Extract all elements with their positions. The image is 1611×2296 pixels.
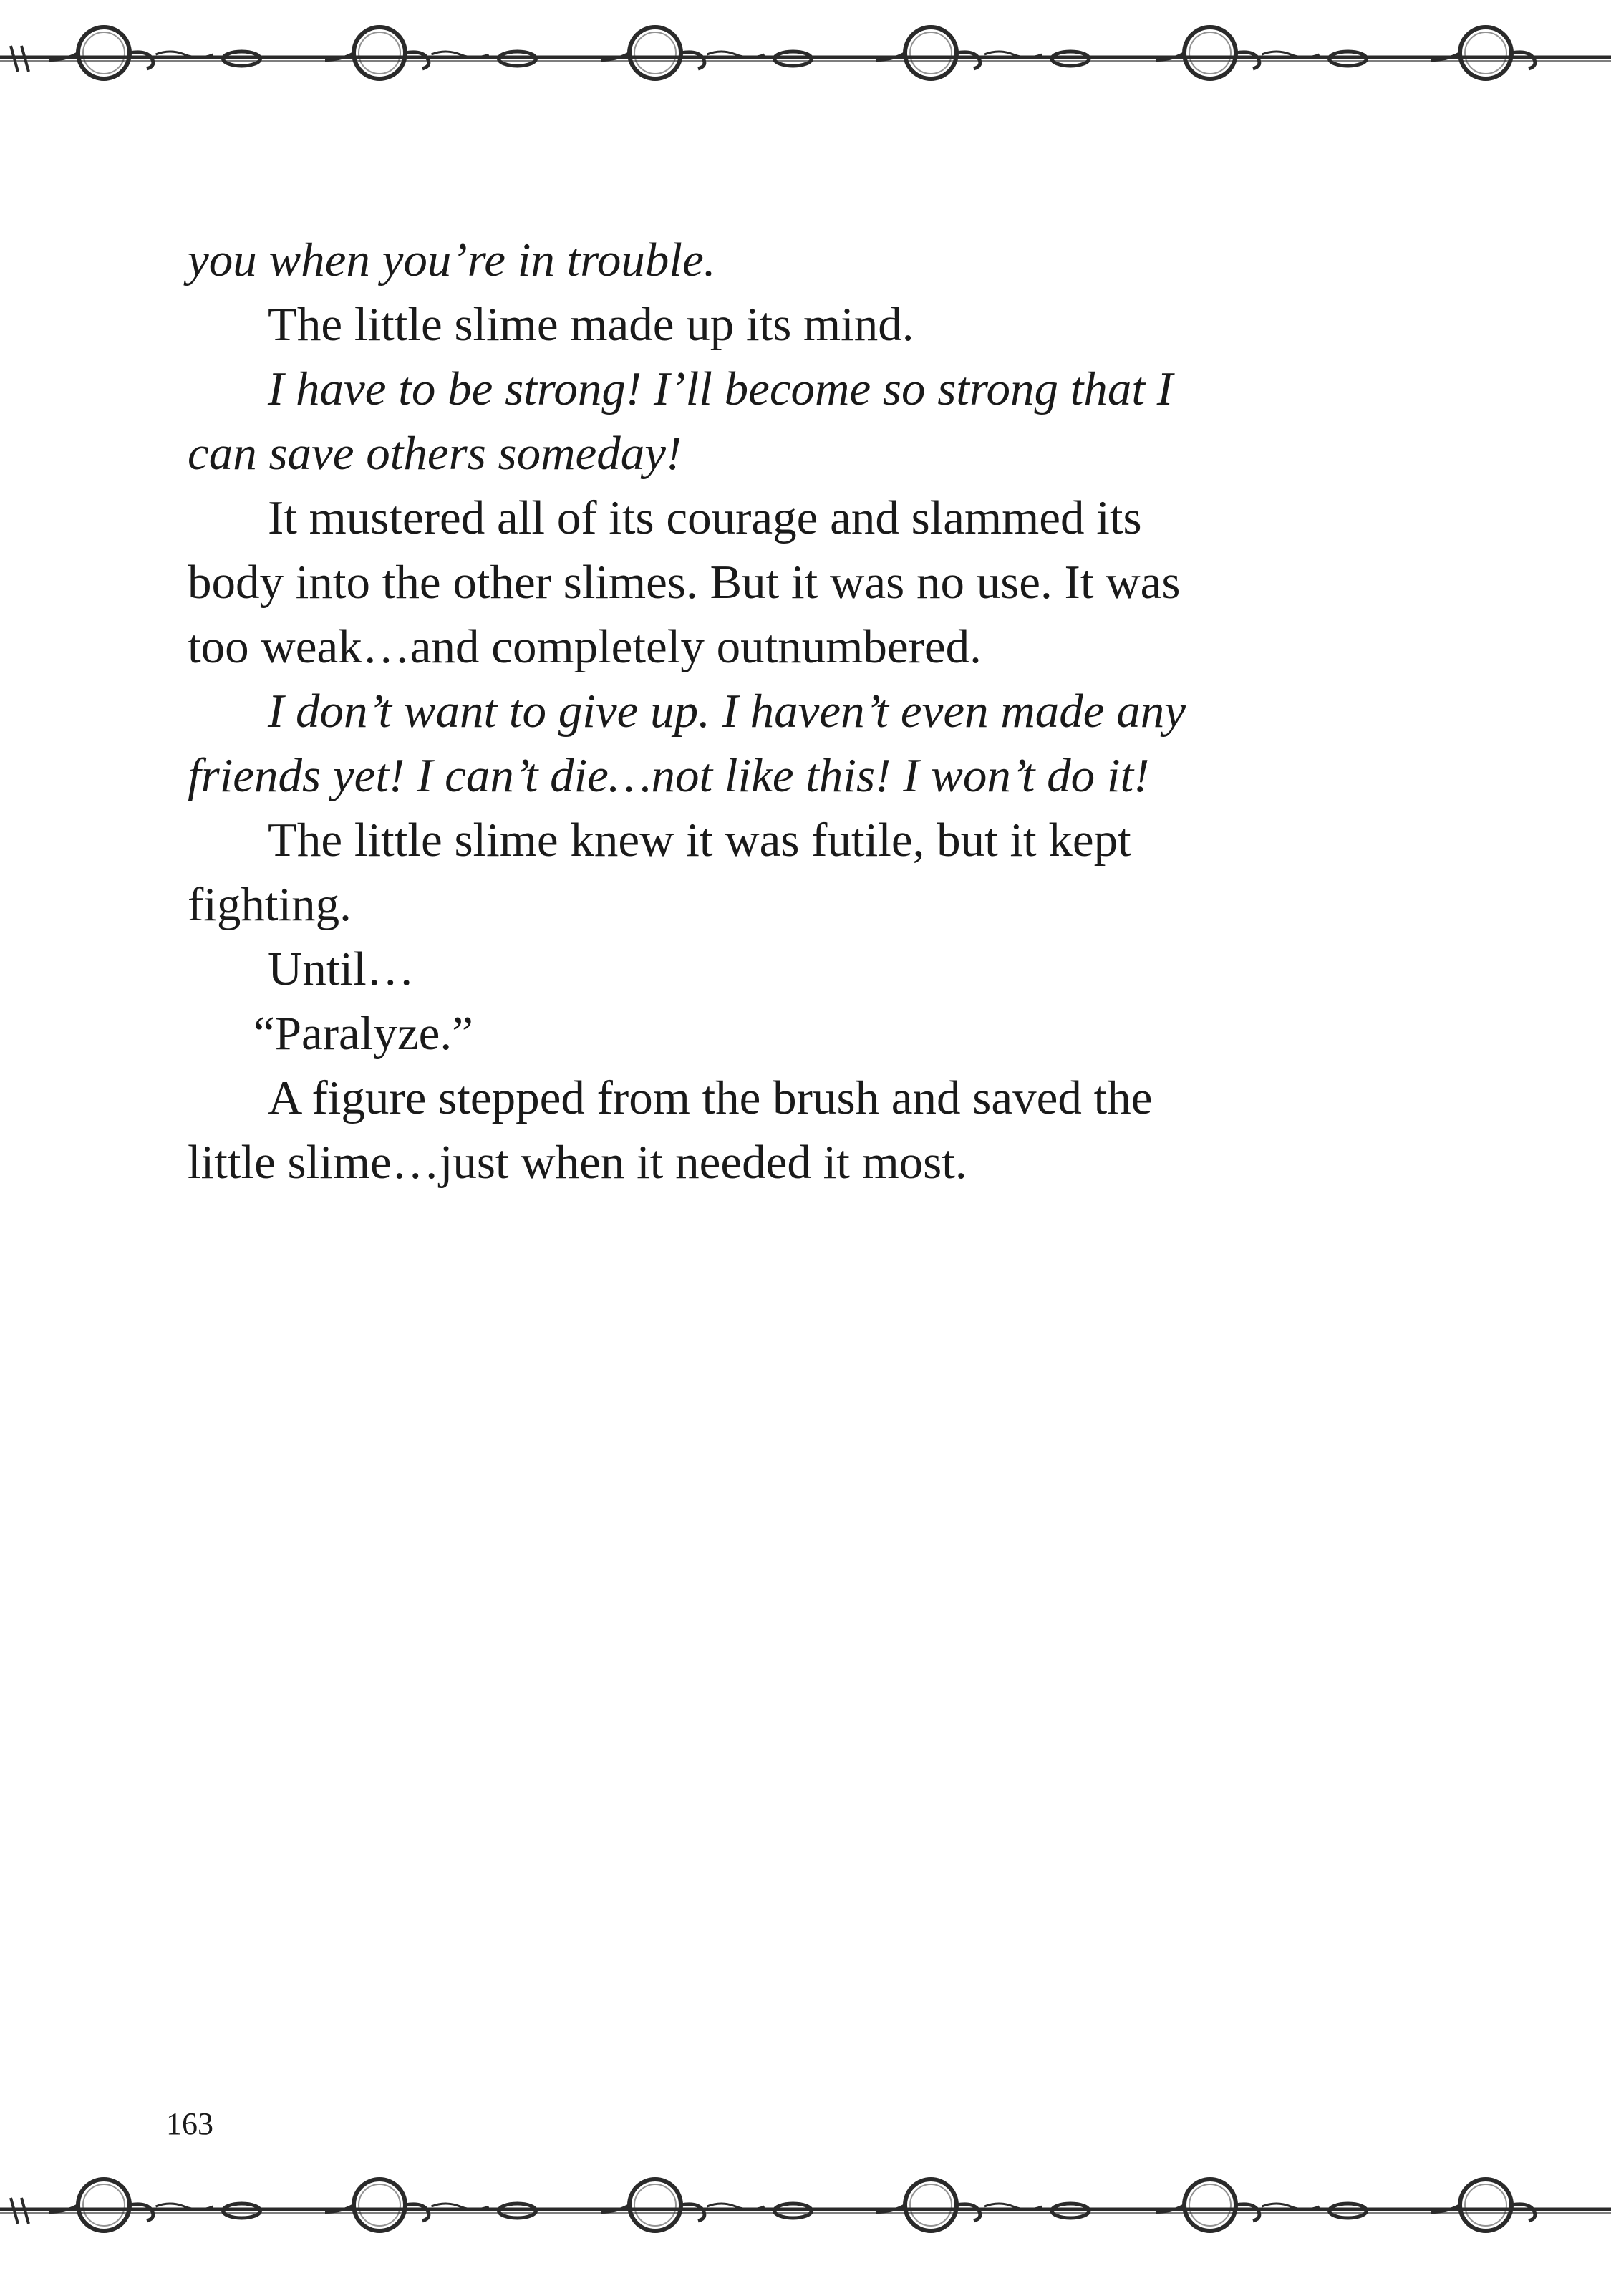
chain-ring-icon <box>905 2179 957 2231</box>
text-line: can save others someday! <box>188 427 682 480</box>
chain-ring-icon <box>78 27 130 79</box>
text-line: The little slime knew it was futile, but it kept <box>268 814 1131 867</box>
chain-ring-icon <box>354 27 405 79</box>
text-line: body into the other slimes. But it was no use. It was <box>188 556 1181 609</box>
text-line: A figure stepped from the brush and saved the <box>268 1071 1153 1124</box>
bottom-chain-border-icon <box>0 2166 1611 2252</box>
chain-ring-icon <box>1460 2179 1511 2231</box>
text-line: too weak…and completely outnumbered. <box>188 620 982 673</box>
text-line: The little slime made up its mind. <box>268 298 914 351</box>
chain-ring-icon <box>354 2179 405 2231</box>
text-line: friends yet! I can’t die…not like this! I won’t do it! <box>188 749 1150 802</box>
text-line: I have to be strong! I’ll become so strong that I <box>268 362 1174 415</box>
text-line: I don’t want to give up. I haven’t even made any <box>268 685 1186 738</box>
chain-ring-icon <box>78 2179 130 2231</box>
text-line: “Paralyze.” <box>253 1007 473 1060</box>
text-line: fighting. <box>188 878 352 931</box>
body-text <box>188 228 1319 1195</box>
text-line: It mustered all of its courage and slammed its <box>268 491 1142 544</box>
text-line: little slime…just when it needed it most. <box>188 1136 967 1189</box>
chain-ring-icon <box>1184 27 1236 79</box>
text-line: you when you’re in trouble. <box>188 233 716 286</box>
chain-ring-icon <box>905 27 957 79</box>
page-number: 163 <box>166 2106 213 2141</box>
text-line: Until… <box>268 942 415 995</box>
chain-ring-icon <box>629 27 681 79</box>
chain-ring-icon <box>629 2179 681 2231</box>
chain-ring-icon <box>1184 2179 1236 2231</box>
chain-ring-icon <box>1460 27 1511 79</box>
top-chain-border-icon <box>0 14 1611 100</box>
